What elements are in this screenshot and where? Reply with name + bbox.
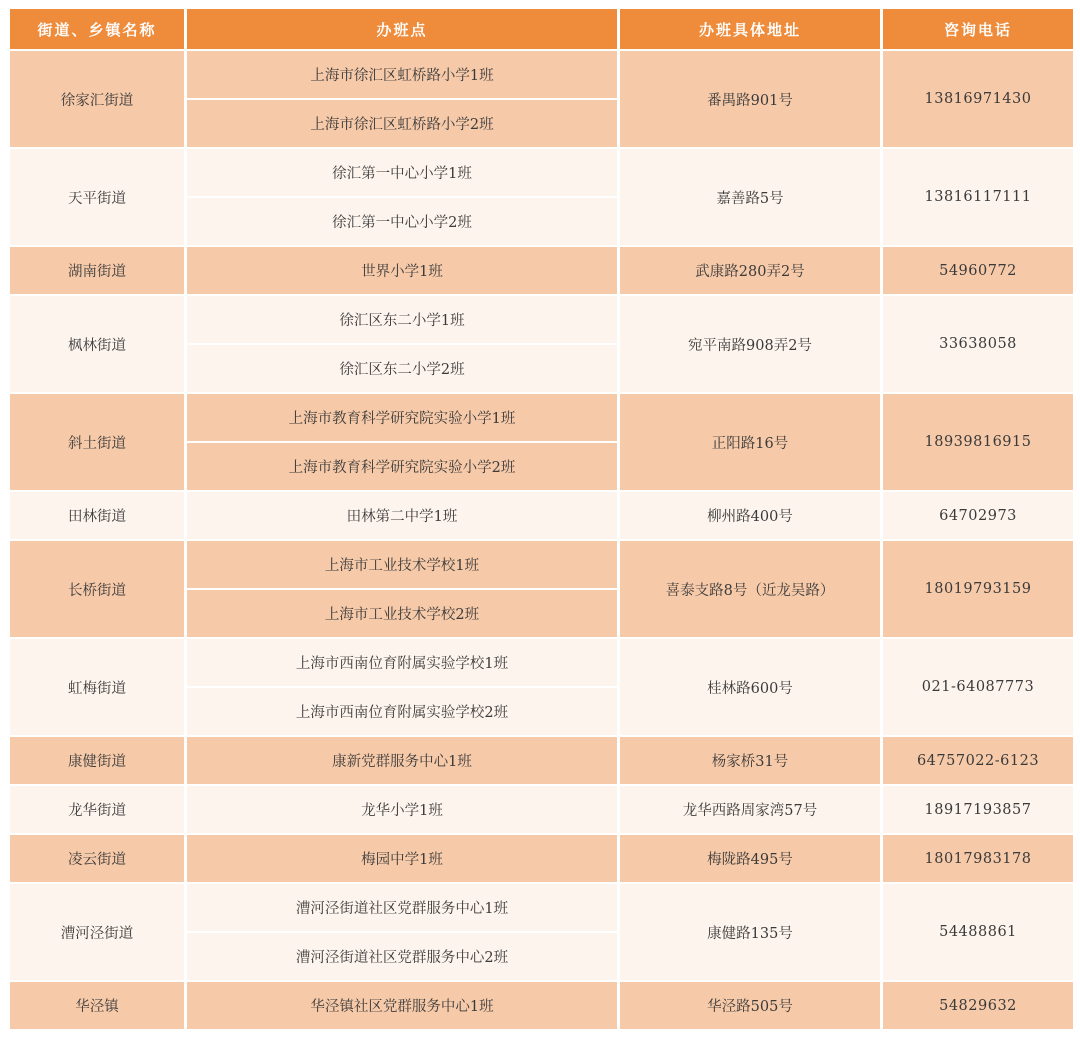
class-cell: 梅园中学1班 bbox=[187, 835, 617, 882]
table-row bbox=[10, 835, 1073, 882]
phone-cell: 54829632 bbox=[883, 982, 1073, 1029]
class-cell: 世界小学1班 bbox=[187, 247, 617, 294]
table-row bbox=[10, 247, 1073, 294]
table-row bbox=[10, 296, 1073, 343]
address-cell: 喜泰支路8号（近龙吴路） bbox=[620, 541, 880, 637]
class-cell: 徐汇区东二小学1班 bbox=[187, 296, 617, 343]
header-class-point: 办班点 bbox=[187, 9, 617, 49]
table-row bbox=[10, 737, 1073, 784]
class-cell: 上海市教育科学研究院实验小学2班 bbox=[187, 443, 617, 490]
phone-cell: 64757022-6123 bbox=[883, 737, 1073, 784]
class-cell: 徐汇区东二小学2班 bbox=[187, 345, 617, 392]
table-row bbox=[10, 51, 1073, 98]
table-row bbox=[10, 982, 1073, 1029]
schedule-table-wrapper bbox=[7, 7, 1073, 1031]
table-row bbox=[10, 786, 1073, 833]
district-cell: 天平街道 bbox=[10, 149, 184, 245]
address-cell: 宛平南路908弄2号 bbox=[620, 296, 880, 392]
class-cell: 上海市徐汇区虹桥路小学2班 bbox=[187, 100, 617, 147]
address-cell: 康健路135号 bbox=[620, 884, 880, 980]
class-cell: 上海市工业技术学校2班 bbox=[187, 590, 617, 637]
phone-cell: 18917193857 bbox=[883, 786, 1073, 833]
class-cell: 上海市西南位育附属实验学校1班 bbox=[187, 639, 617, 686]
address-cell: 桂林路600号 bbox=[620, 639, 880, 735]
district-cell: 康健街道 bbox=[10, 737, 184, 784]
class-cell: 漕河泾街道社区党群服务中心1班 bbox=[187, 884, 617, 931]
class-cell: 上海市西南位育附属实验学校2班 bbox=[187, 688, 617, 735]
district-cell: 漕河泾街道 bbox=[10, 884, 184, 980]
address-cell: 正阳路16号 bbox=[620, 394, 880, 490]
phone-cell: 13816117111 bbox=[883, 149, 1073, 245]
class-cell: 田林第二中学1班 bbox=[187, 492, 617, 539]
district-cell: 华泾镇 bbox=[10, 982, 184, 1029]
class-cell: 徐汇第一中心小学2班 bbox=[187, 198, 617, 245]
district-cell: 龙华街道 bbox=[10, 786, 184, 833]
class-cell: 华泾镇社区党群服务中心1班 bbox=[187, 982, 617, 1029]
schedule-table bbox=[7, 7, 1076, 1031]
header-address: 办班具体地址 bbox=[620, 9, 880, 49]
phone-cell: 54488861 bbox=[883, 884, 1073, 980]
address-cell: 番禺路901号 bbox=[620, 51, 880, 147]
address-cell: 华泾路505号 bbox=[620, 982, 880, 1029]
district-cell: 斜土街道 bbox=[10, 394, 184, 490]
table-row bbox=[10, 492, 1073, 539]
table-row bbox=[10, 541, 1073, 588]
address-cell: 杨家桥31号 bbox=[620, 737, 880, 784]
class-cell: 龙华小学1班 bbox=[187, 786, 617, 833]
table-row bbox=[10, 884, 1073, 931]
phone-cell: 33638058 bbox=[883, 296, 1073, 392]
phone-cell: 18939816915 bbox=[883, 394, 1073, 490]
district-cell: 虹梅街道 bbox=[10, 639, 184, 735]
class-cell: 徐汇第一中心小学1班 bbox=[187, 149, 617, 196]
district-cell: 枫林街道 bbox=[10, 296, 184, 392]
district-cell: 湖南街道 bbox=[10, 247, 184, 294]
phone-cell: 18019793159 bbox=[883, 541, 1073, 637]
class-cell: 上海市徐汇区虹桥路小学1班 bbox=[187, 51, 617, 98]
district-cell: 凌云街道 bbox=[10, 835, 184, 882]
class-cell: 上海市教育科学研究院实验小学1班 bbox=[187, 394, 617, 441]
district-cell: 田林街道 bbox=[10, 492, 184, 539]
phone-cell: 18017983178 bbox=[883, 835, 1073, 882]
district-cell: 徐家汇街道 bbox=[10, 51, 184, 147]
header-phone: 咨询电话 bbox=[883, 9, 1073, 49]
table-row bbox=[10, 149, 1073, 196]
district-cell: 长桥街道 bbox=[10, 541, 184, 637]
address-cell: 嘉善路5号 bbox=[620, 149, 880, 245]
class-cell: 上海市工业技术学校1班 bbox=[187, 541, 617, 588]
address-cell: 武康路280弄2号 bbox=[620, 247, 880, 294]
address-cell: 龙华西路周家湾57号 bbox=[620, 786, 880, 833]
phone-cell: 021-64087773 bbox=[883, 639, 1073, 735]
address-cell: 柳州路400号 bbox=[620, 492, 880, 539]
header-district: 街道、乡镇名称 bbox=[10, 9, 184, 49]
phone-cell: 13816971430 bbox=[883, 51, 1073, 147]
class-cell: 漕河泾街道社区党群服务中心2班 bbox=[187, 933, 617, 980]
phone-cell: 64702973 bbox=[883, 492, 1073, 539]
phone-cell: 54960772 bbox=[883, 247, 1073, 294]
table-row bbox=[10, 639, 1073, 686]
address-cell: 梅陇路495号 bbox=[620, 835, 880, 882]
class-cell: 康新党群服务中心1班 bbox=[187, 737, 617, 784]
table-row bbox=[10, 394, 1073, 441]
table-header-row bbox=[10, 9, 1073, 49]
